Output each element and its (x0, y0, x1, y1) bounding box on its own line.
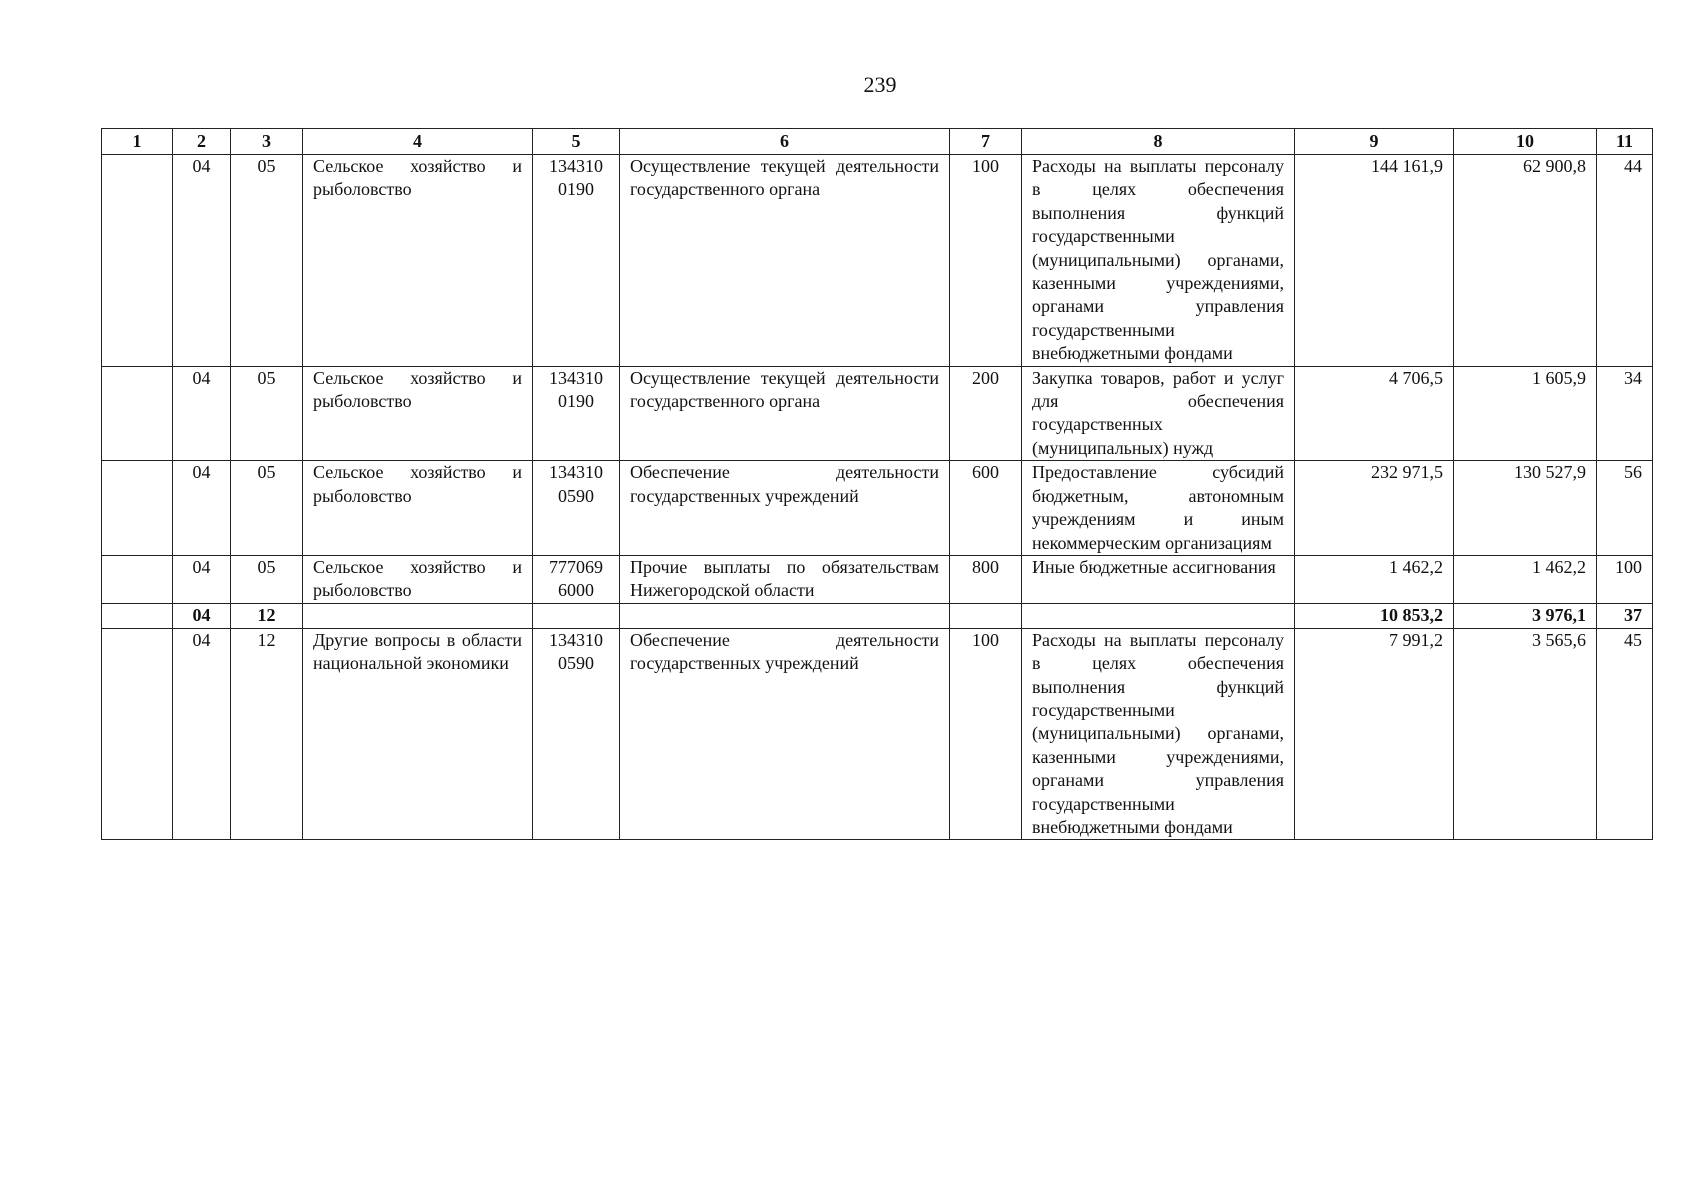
cell-expense-type: 100 (950, 155, 1022, 367)
cell-subsection: 12 (231, 603, 303, 628)
table-row (102, 555, 1653, 603)
cell-percent: 44 (1597, 155, 1653, 367)
cell-target-article-name: Прочие выплаты по обязательствам Нижегородской области (620, 555, 950, 603)
cell-plan: 232 971,5 (1295, 461, 1454, 556)
header-cell: 9 (1295, 129, 1454, 155)
cell-subsection: 05 (231, 461, 303, 556)
cell-percent: 45 (1597, 628, 1653, 840)
cell-section: 04 (173, 366, 231, 461)
cell-expense-type-name: Предоставление субсидий бюджетным, автономным учреждениям и иным некоммерческим организациям (1022, 461, 1295, 556)
cell-plan: 4 706,5 (1295, 366, 1454, 461)
cell-actual: 3 565,6 (1454, 628, 1597, 840)
cell-expense-type (950, 603, 1022, 628)
page-number: 239 (863, 72, 897, 97)
cell-subsection: 12 (231, 628, 303, 840)
cell-expense-type-name: Закупка товаров, работ и услуг для обеспечения государственных (муниципальных) нужд (1022, 366, 1295, 461)
target-article-part1: 134310 (549, 629, 603, 650)
target-article-part1: 777069 (549, 556, 603, 577)
cell-subsection-name: Сельское хозяйство и рыболовство (303, 555, 533, 603)
cell-expense-type: 100 (950, 628, 1022, 840)
target-article-part2: 6000 (558, 580, 594, 601)
cell-target-article-name: Обеспечение деятельности государственных учреждений (620, 628, 950, 840)
cell-target-article (533, 155, 620, 367)
target-article-part1: 134310 (549, 367, 603, 388)
cell-target-article (533, 555, 620, 603)
header-cell: 1 (102, 129, 173, 155)
cell-subsection-name: Сельское хозяйство и рыболовство (303, 461, 533, 556)
cell-percent: 37 (1597, 603, 1653, 628)
cell-expense-type-name: Расходы на выплаты персоналу в целях обеспечения выполнения функций государственными (муниципальными) органами, казенными учреждениями, органами управления государственными внебюджетными фондами (1022, 155, 1295, 367)
header-cell: 2 (173, 129, 231, 155)
cell-target-article-name: Обеспечение деятельности государственных учреждений (620, 461, 950, 556)
cell-col1 (102, 155, 173, 367)
cell-col1 (102, 555, 173, 603)
cell-expense-type-name (1022, 603, 1295, 628)
target-article-part2: 0190 (558, 391, 594, 412)
cell-subsection-name: Сельское хозяйство и рыболовство (303, 155, 533, 367)
target-article-part2: 0590 (558, 485, 594, 506)
cell-col1 (102, 461, 173, 556)
cell-expense-type: 600 (950, 461, 1022, 556)
cell-percent: 34 (1597, 366, 1653, 461)
subtotal-row (102, 603, 1653, 628)
cell-target-article-name: Осуществление текущей деятельности государственного органа (620, 366, 950, 461)
cell-section: 04 (173, 461, 231, 556)
header-cell: 4 (303, 129, 533, 155)
cell-actual: 3 976,1 (1454, 603, 1597, 628)
cell-target-article (533, 461, 620, 556)
cell-target-article-name: Осуществление текущей деятельности государственного органа (620, 155, 950, 367)
header-cell: 6 (620, 129, 950, 155)
header-cell: 7 (950, 129, 1022, 155)
table-row (102, 628, 1653, 840)
cell-col1 (102, 366, 173, 461)
cell-target-article (533, 603, 620, 628)
cell-plan: 144 161,9 (1295, 155, 1454, 367)
cell-expense-type: 800 (950, 555, 1022, 603)
cell-target-article-name (620, 603, 950, 628)
cell-actual: 62 900,8 (1454, 155, 1597, 367)
header-row (102, 129, 1653, 155)
target-article-part2: 0190 (558, 179, 594, 200)
cell-target-article (533, 628, 620, 840)
target-article-part1: 134310 (549, 462, 603, 483)
cell-section: 04 (173, 555, 231, 603)
table-row (102, 461, 1653, 556)
cell-col1 (102, 603, 173, 628)
cell-section: 04 (173, 628, 231, 840)
cell-plan: 7 991,2 (1295, 628, 1454, 840)
cell-subsection: 05 (231, 155, 303, 367)
cell-subsection-name: Другие вопросы в области национальной экономики (303, 628, 533, 840)
cell-expense-type-name: Иные бюджетные ассигнования (1022, 555, 1295, 603)
cell-section: 04 (173, 155, 231, 367)
header-cell: 11 (1597, 129, 1653, 155)
cell-subsection: 05 (231, 555, 303, 603)
cell-subsection: 05 (231, 366, 303, 461)
header-cell: 10 (1454, 129, 1597, 155)
cell-section: 04 (173, 603, 231, 628)
header-cell: 8 (1022, 129, 1295, 155)
header-cell: 3 (231, 129, 303, 155)
table-row (102, 155, 1653, 367)
cell-target-article (533, 366, 620, 461)
table-row (102, 366, 1653, 461)
cell-plan: 10 853,2 (1295, 603, 1454, 628)
cell-subsection-name: Сельское хозяйство и рыболовство (303, 366, 533, 461)
cell-percent: 56 (1597, 461, 1653, 556)
cell-actual: 1 605,9 (1454, 366, 1597, 461)
cell-expense-type-name: Расходы на выплаты персоналу в целях обеспечения выполнения функций государственными (муниципальными) органами, казенными учреждениями, органами управления государственными внебюджетными фондами (1022, 628, 1295, 840)
cell-actual: 1 462,2 (1454, 555, 1597, 603)
cell-subsection-name (303, 603, 533, 628)
cell-col1 (102, 628, 173, 840)
cell-expense-type: 200 (950, 366, 1022, 461)
cell-plan: 1 462,2 (1295, 555, 1454, 603)
header-cell: 5 (533, 129, 620, 155)
cell-actual: 130 527,9 (1454, 461, 1597, 556)
target-article-part1: 134310 (549, 156, 603, 176)
cell-percent: 100 (1597, 555, 1653, 603)
target-article-part2: 0590 (558, 653, 594, 674)
budget-table (101, 128, 1653, 840)
